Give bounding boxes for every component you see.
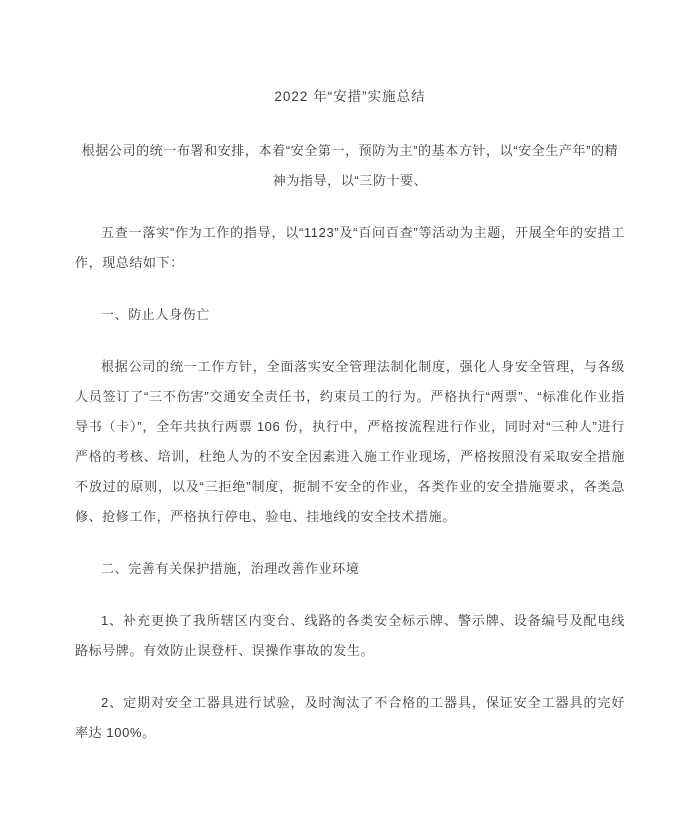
section-heading-2: 二、完善有关保护措施，治理改善作业环境	[101, 561, 360, 576]
paragraph-intro-line-1: 根据公司的统一布署和安排，本着“安全第一，预防为主”的基本方针，以“安全生产年”的精神为指导，以“三防十要、	[81, 143, 619, 188]
paragraph-intro-line-2: 五查一落实”作为工作的指导，以“1123”及“百问百查”等活动为主题，开展全年的安措工作，现总结如下：	[75, 225, 625, 270]
paragraph-section-1-body: 根据公司的统一工作方针，全面落实安全管理法制化制度，强化人身安全管理，与各级人员签订了“三不伤害”交通安全责任书，约束员工的行为。严格执行“两票”、“标准化作业指导书（卡）”，全年共执行两票 106 份，执行中，严格按流程进行作业，同时对“三种人”进行严格的考核、培训，杜绝人为的不安全因素进入施工作业现场，严格按照没有采取安全措施不放过的原则，以及“三拒绝”制度，扼制不安全的作业，各类作业的安全措施要求，各类急修、抢修工作，严格执行停电、验电、挂地线的安全技术措施。	[75, 359, 625, 524]
paragraph-section-2-item-1: 1、补充更换了我所辖区内变台、线路的各类安全标示牌、警示牌、设备编号及配电线路标号牌。有效防止误登杆、误操作事故的发生。	[75, 613, 625, 658]
section-heading-1: 一、防止人身伤亡	[101, 307, 210, 322]
paragraph-section-2-item-2: 2、定期对安全工器具进行试验，及时淘汰了不合格的工器具，保证安全工器具的完好率达 100%。	[75, 695, 625, 740]
document-title: 2022 年“安措”实施总结	[274, 89, 426, 104]
